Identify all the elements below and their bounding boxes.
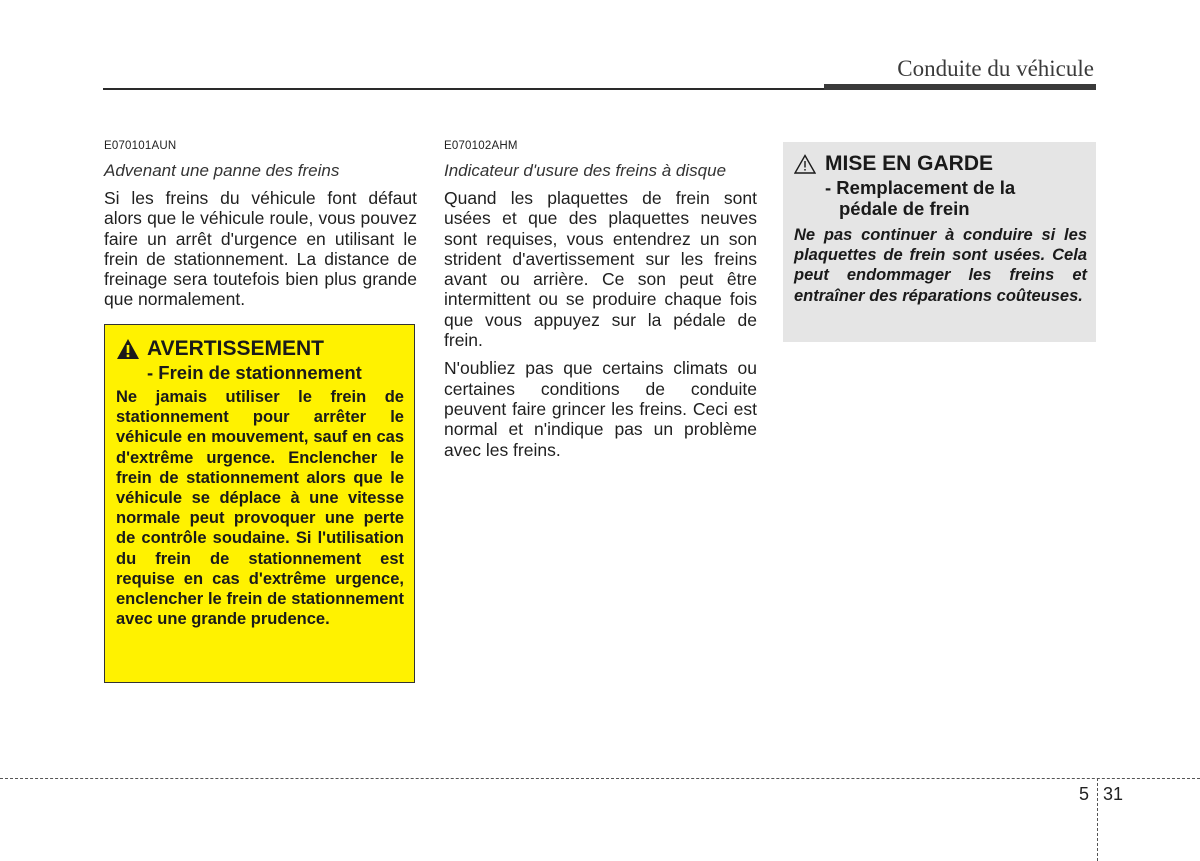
caution-title: MISE EN GARDE (825, 152, 994, 175)
section-paragraph: N'oubliez pas que certains climats ou certaines conditions de conduite peuvent faire grincer les freins. Ceci est normal et n'indique pas un problème avec les freins. (444, 358, 757, 460)
section-paragraph: Si les freins du véhicule font défaut alors que le véhicule roule, vous pouvez faire un arrêt d'urgence en utilisant le frein de stationnement. La distance de freinage sera toutefois bien plus grande que normalement. (104, 188, 417, 310)
warning-triangle-icon (116, 338, 140, 360)
warning-title: AVERTISSEMENT (147, 337, 324, 360)
header-rule-thin (103, 88, 825, 90)
page-number: 31 (1103, 784, 1124, 804)
chapter-number: 5 (1079, 784, 1090, 804)
caution-triangle-icon (794, 154, 816, 174)
section-subheading: Indicateur d'usure des freins à disque (444, 161, 727, 180)
warning-subtitle: - Frein de stationnement (147, 362, 362, 383)
caution-box (783, 142, 1096, 342)
running-header-title: Conduite du véhicule (897, 56, 1094, 81)
caution-heading (794, 152, 1087, 176)
caution-subtitle: - Remplacement de la (825, 177, 1016, 198)
footer-dashed-rule (0, 778, 1200, 779)
caution-body: Ne pas continuer à conduire si les plaquettes de frein sont usées. Cela peut endommager les freins et entraîner des réparations coûteuses. (794, 226, 1087, 305)
left-column (104, 140, 417, 318)
middle-column (444, 140, 757, 468)
section-subheading: Advenant une panne des freins (104, 161, 340, 180)
footer-dashed-divider (1097, 778, 1098, 861)
header-rule-thick (824, 84, 1096, 90)
section-code: E070101AUN (104, 140, 177, 152)
warning-box (104, 324, 415, 683)
caution-subtitle-continued: pédale de frein (839, 198, 970, 219)
section-code: E070102AHM (444, 140, 518, 152)
warning-body: Ne jamais utiliser le frein de stationnement pour arrêter le véhicule en mouvement, sauf en cas d'extrême urgence. Enclencher le frein de stationnement alors que le véhicule se déplace à une vitesse normale peut provoquer une perte de contrôle soudaine. Si l'utilisation du frein de stationnement est requise en cas d'extrême urgence, enclencher le frein de stationnement avec une grande prudence. (116, 388, 404, 629)
warning-heading (116, 337, 404, 361)
section-paragraph: Quand les plaquettes de frein sont usées et que des plaquettes neuves sont requises, vous entendrez un son strident d'avertissement sur les freins avant ou arrière. Ce son peut être intermittent ou se produire chaque fois que vous appuyez sur la pédale de frein. (444, 188, 757, 351)
